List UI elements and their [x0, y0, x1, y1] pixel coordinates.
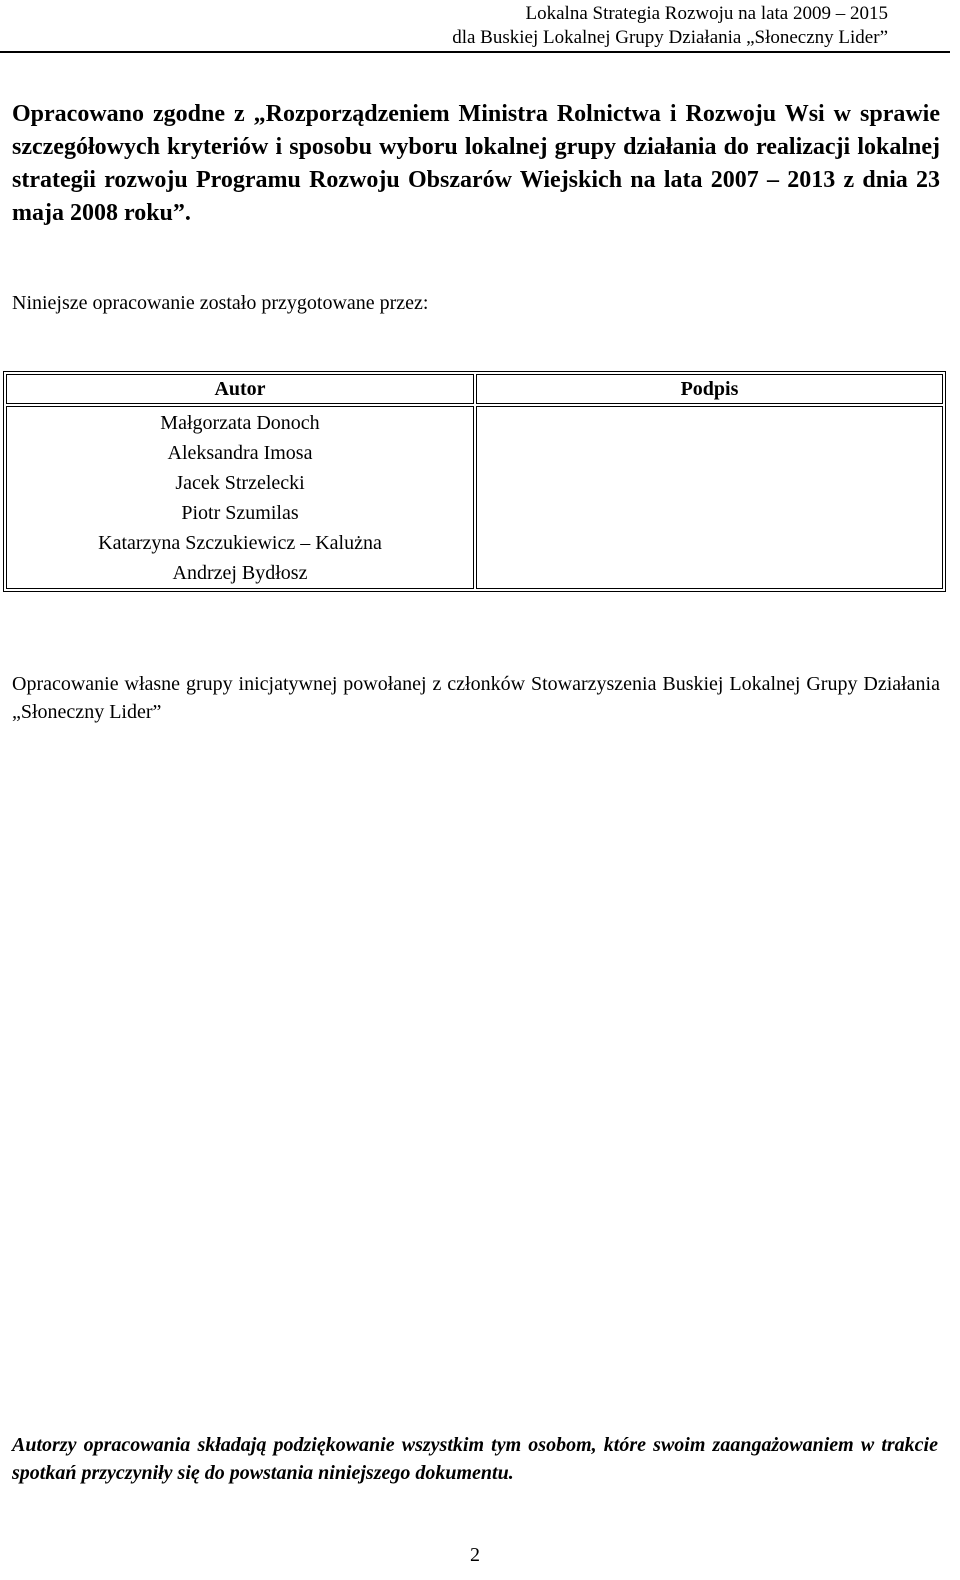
- header-line-1: Lokalna Strategia Rozwoju na lata 2009 – 2015: [525, 3, 888, 24]
- author-name: Piotr Szumilas: [181, 502, 299, 524]
- intro-text: Niniejsze opracowanie zostało przygotowane przez:: [12, 292, 429, 314]
- document-heading: Opracowano zgodne z „Rozporządzeniem Ministra Rolnictwa i Rozwoju Wsi w sprawie szczegółowych kryteriów i sposobu wyboru lokalnej grupy działania do realizacji lokalnej strategii rozwoju Programu Rozwoju Obszarów Wiejskich na lata 2007 – 2013 z dnia 23 maja 2008 roku”.: [12, 101, 940, 226]
- header-rule: [0, 51, 950, 53]
- author-name: Aleksandra Imosa: [167, 442, 313, 464]
- author-name: Jacek Strzelecki: [175, 472, 305, 494]
- header-signature: Podpis: [476, 374, 943, 404]
- page-number: 2: [470, 1544, 480, 1566]
- author-name: Małgorzata Donoch: [160, 412, 320, 434]
- header-author: Autor: [6, 374, 474, 404]
- table-header-row: [6, 374, 943, 404]
- authors-table: [3, 371, 946, 592]
- page-header: [0, 0, 948, 50]
- author-name: Katarzyna Szczukiewicz – Kalużna: [98, 532, 382, 554]
- author-name: Andrzej Bydłosz: [172, 562, 308, 584]
- signature-cell: [476, 406, 943, 589]
- header-line-2: dla Buskiej Lokalnej Grupy Działania „Słoneczny Lider”: [452, 27, 888, 48]
- acknowledgement-text: Autorzy opracowania składają podziękowanie wszystkim tym osobom, które swoim zaangażowaniem w trakcie spotkań przyczyniły się do powstania niniejszego dokumentu.: [12, 1434, 938, 1484]
- author-names-cell: [6, 406, 474, 589]
- source-note: Opracowanie własne grupy inicjatywnej powołanej z członków Stowarzyszenia Buskiej Lokalnej Grupy Działania „Słoneczny Lider”: [12, 673, 940, 723]
- table-row: [6, 406, 943, 589]
